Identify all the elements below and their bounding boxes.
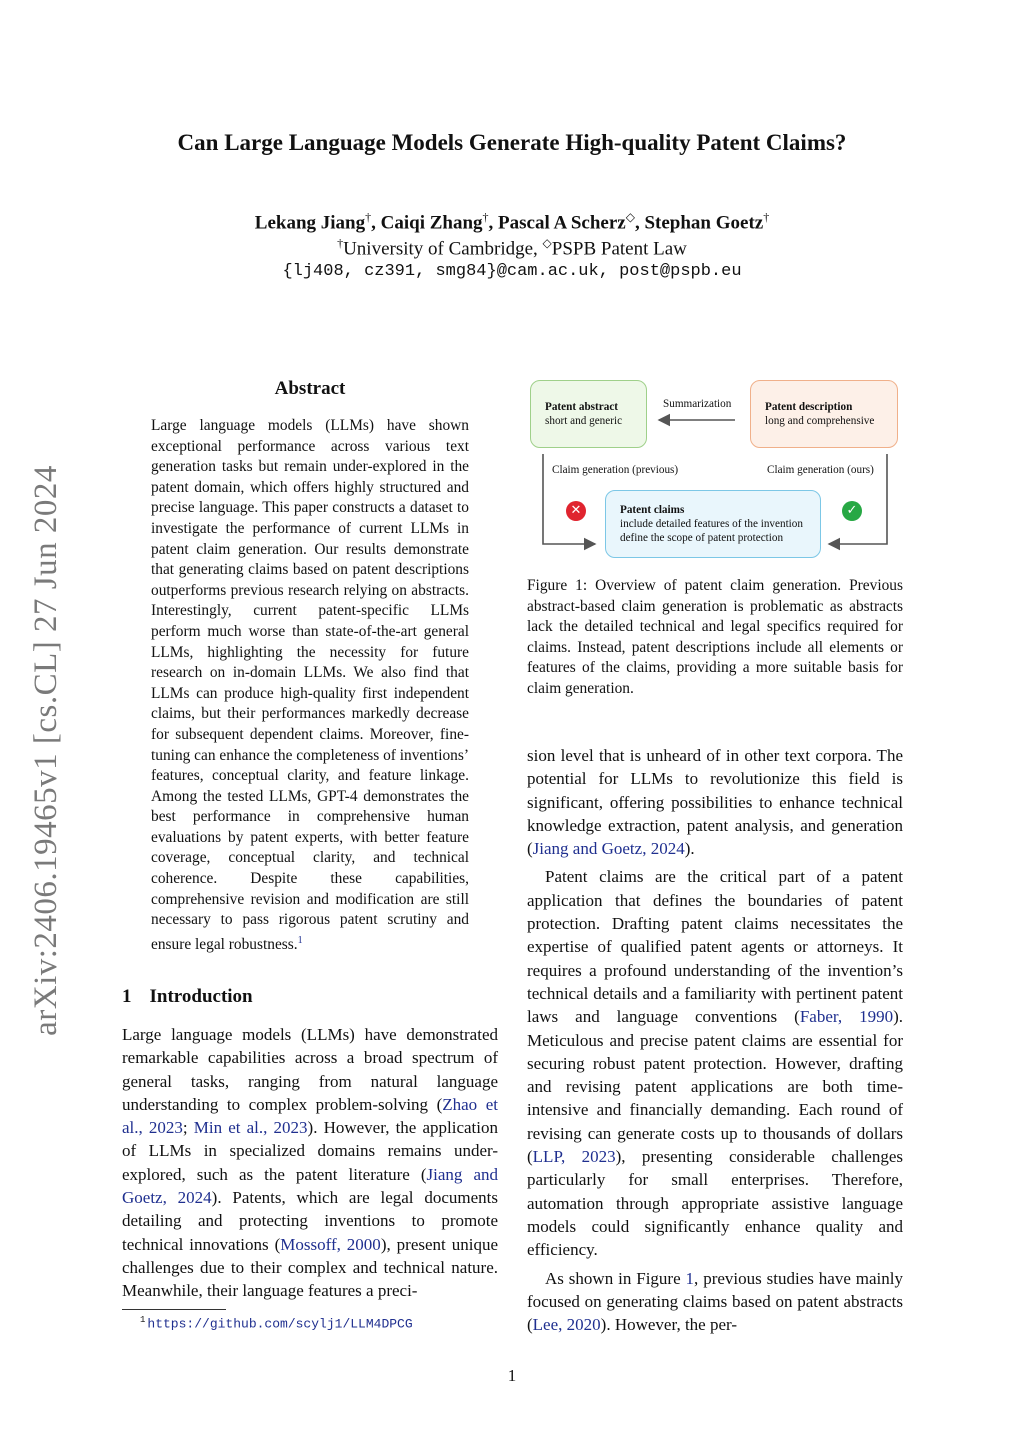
author-mark: † [482, 210, 489, 224]
author-mark: † [763, 210, 770, 224]
paragraph-text: As shown in Figure [545, 1268, 686, 1288]
patent-abstract-box [530, 380, 647, 448]
author-name: Stephan Goetz [644, 212, 764, 234]
affiliation-pspb: PSPB Patent Law [551, 238, 687, 260]
box-subtitle: long and comprehensive [765, 415, 875, 427]
footnote-ref[interactable]: 1 [297, 934, 303, 946]
patent-description-box [750, 380, 898, 448]
affiliation-cambridge: University of Cambridge, [343, 238, 538, 260]
citation-link[interactable]: Faber, 1990 [799, 1007, 894, 1027]
footnote [140, 1315, 413, 1331]
citation-link[interactable]: Min et al., 2023 [193, 1118, 308, 1138]
paragraph-text: sion level that is unheard of in other text corpora. The potential for LLMs to revolutionize this field is significant, offering possibilities to enhance technical knowledge extraction, patent analysis, and generation ( [527, 746, 903, 859]
abstract-body [151, 416, 469, 956]
paragraph-text: ). However, the per- [600, 1315, 737, 1335]
paragraph-text: Patent claims are the critical part of a patent application that defines the boundaries of patent protection. Drafting patent claims necessitates the expertise of qualified patent agents or attorneys. It requires a profound understanding of the invention’s technical details and a familiarity with pertinent patent laws and language conventions ( [527, 867, 903, 1027]
footnote-url-link[interactable]: https://github.com/scylj1/LLM4DPCG [147, 1316, 413, 1332]
box-subtitle: include detailed features of the invention [620, 518, 803, 530]
figure-1-caption: Figure 1: Overview of patent claim generation. Previous abstract-based claim generation is problematic as abstracts lack the detailed technical and legal specifics required for claims. Instead, patent descriptions include all elements or features of the claims, providing a more suitable basis for claim generation. [527, 577, 903, 697]
box-title: Patent abstract [545, 401, 619, 413]
footnote-rule [122, 1309, 226, 1310]
box-subtitle: define the scope of patent protection [620, 532, 784, 544]
paragraph [527, 865, 903, 1261]
figure-ref-link[interactable]: 1 [685, 1268, 695, 1288]
figure-1-diagram [527, 376, 903, 566]
paragraph [527, 1267, 903, 1337]
affiliations [0, 236, 1024, 260]
abstract-text: Large language models (LLMs) have shown exceptional performance across various text generation tasks but remain under-explored in the patent domain, which offers highly structured and precise language. This paper constructs a dataset to investigate the performance of current LLMs in patent claim generation. Our results demonstrate that generating claims based on patent descriptions outperforms previous research relying on abstracts. Interestingly, current patent-specific LLMs perform much worse than state-of-the-art general LLMs, highlighting the necessity for future research on in-domain LLMs. We also find that LLMs can produce high-quality first independent claims, but their performances markedly decrease for subsequent dependent claims. Moreover, fine-tuning can enhance the completeness of inventions’ features, conceptual clarity, and feature linkage. Among the tested LLMs, GPT-4 demonstrates the best performance in comprehensive human evaluations by patent experts, with better feature coverage, conceptual clarity, and technical coherence. Despite these capabilities, comprehensive revision and modification are still necessary to pass rigorous patent scrutiny and ensure legal robustness. [151, 417, 469, 953]
paper-title: Can Large Language Models Generate High-quality Patent Claims? [177, 130, 847, 155]
cross-icon: ✕ [566, 501, 586, 521]
citation-link[interactable]: Zhao et al., 2023 [122, 1094, 498, 1138]
citation-link[interactable]: Mossoff, 2000 [280, 1234, 381, 1254]
box-title: Patent claims [620, 504, 685, 516]
box-title: Patent description [765, 401, 853, 413]
summarization-label: Summarization [663, 398, 732, 410]
intro-paragraph [122, 1023, 498, 1303]
check-icon: ✓ [842, 501, 862, 521]
author-name: Pascal A Scherz [498, 212, 626, 234]
citation-link[interactable]: Jiang and Goetz, 2024 [122, 1164, 498, 1208]
author-emails: {lj408, cz391, smg84}@cam.ac.uk, post@pspb.eu [282, 262, 742, 281]
section-title: Introduction [149, 986, 253, 1007]
paragraph-text: ), present unique challenges due to their complex and technical nature. Meanwhile, their language features a preci- [122, 1234, 498, 1301]
author-mark: † [365, 210, 372, 224]
box-subtitle: short and generic [545, 415, 623, 427]
citation-link[interactable]: Jiang and Goetz, 2024 [532, 839, 685, 859]
section-heading-introduction [122, 986, 253, 1008]
footnote-mark: 1 [140, 1315, 146, 1325]
section-number: 1 [122, 986, 132, 1007]
citation-link[interactable]: LLP, 2023 [532, 1147, 616, 1167]
affiliation-mark: ◇ [542, 236, 552, 250]
paragraph-text: , previous studies have mainly focused on generating claims based on patent abstracts ( [527, 1268, 903, 1335]
paragraph-text: ). [684, 839, 695, 859]
affiliation-mark: † [337, 236, 344, 250]
claim-generation-previous-label: Claim generation (previous) [552, 464, 679, 476]
arxiv-sidebar [12, 430, 80, 1070]
arxiv-identifier: arXiv:2406.19465v1 [cs.CL] 27 Jun 2024 [27, 464, 64, 1036]
page-number: 1 [507, 1366, 517, 1385]
right-column-body [527, 744, 903, 1336]
paragraph-text: ). However, the application of LLMs in specialized domains remains under-explored, such as the patent literature ( [122, 1118, 498, 1184]
abstract-heading: Abstract [274, 378, 346, 399]
citation-link[interactable]: Lee, 2020 [532, 1315, 601, 1335]
patent-claims-box [605, 490, 821, 558]
paragraph-text: Large language models (LLMs) have demonstrated remarkable capabilities across a broad spectrum of general tasks, ranging from natural language understanding to complex problem-solving ( [122, 1025, 498, 1114]
paragraph-text: ). Meticulous and precise patent claims are essential for securing robust patent protection. However, drafting and revising patent applications are both time-intensive and financially demanding. Each round of revising can generate costs up to thousands of dollars ( [527, 1007, 903, 1167]
paragraph-text: ; [182, 1118, 194, 1138]
author-name: Lekang Jiang [254, 212, 366, 234]
paragraph-text: ). Patents, which are legal documents detailing and protecting inventions to promote technical innovations ( [122, 1188, 498, 1254]
paragraph-text: ), presenting considerable challenges particularly for small enterprises. Therefore, automation through appropriate assistive language models could significantly enhance quality and efficiency. [527, 1147, 904, 1260]
paragraph [527, 744, 903, 860]
author-list: Lekang Jiang†, Caiqi Zhang†, Pascal A Scherz◇, Stephan Goetz† [254, 210, 770, 234]
author-name: Caiqi Zhang [380, 212, 483, 234]
author-mark: ◇ [625, 210, 635, 224]
claim-generation-ours-label: Claim generation (ours) [767, 464, 874, 476]
